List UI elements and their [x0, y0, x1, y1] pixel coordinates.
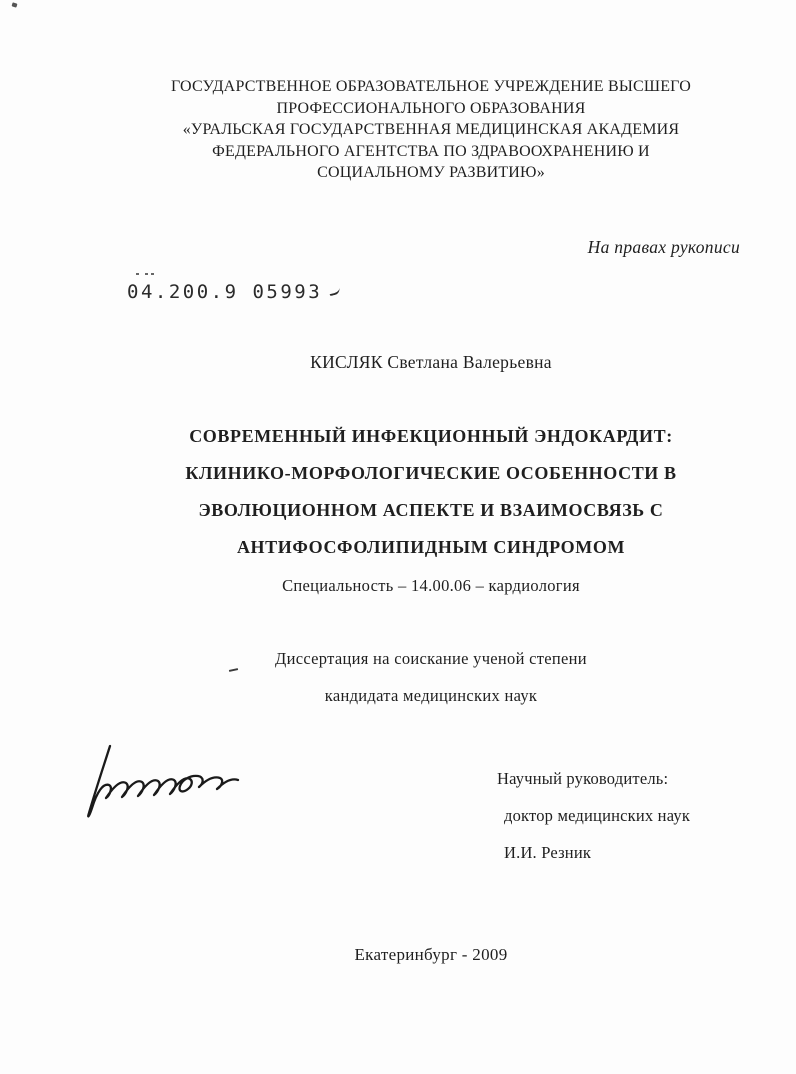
org-line: ГОСУДАРСТВЕННОЕ ОБРАЗОВАТЕЛЬНОЕ УЧРЕЖДЕНИЕ ВЫСШЕГО [171, 78, 691, 95]
title-line: СОВРЕМЕННЫЙ ИНФЕКЦИОННЫЙ ЭНДОКАРДИТ: [189, 426, 673, 446]
title-line: ЭВОЛЮЦИОННОМ АСПЕКТЕ И ВЗАИМОСВЯЗЬ С [198, 500, 664, 520]
advisor-name: И.И. Резник [504, 843, 592, 862]
city-year-line: Екатеринбург - 2009 [354, 945, 508, 964]
degree-line: кандидата медицинских наук [324, 686, 538, 705]
advisor-label: Научный руководитель: [497, 769, 669, 788]
advisor-block [497, 760, 690, 871]
stamp-tick-mark [328, 287, 340, 296]
author-name: КИСЛЯК Светлана Валерьевна [310, 352, 552, 372]
manuscript-rights-note: На правах рукописи [587, 237, 740, 257]
accession-number: 04.200.9 05993 [127, 281, 323, 303]
org-line: ПРОФЕССИОНАЛЬНОГО ОБРАЗОВАНИЯ [276, 99, 586, 117]
degree-statement [74, 640, 788, 714]
org-line: «УРАЛЬСКАЯ ГОСУДАРСТВЕННАЯ МЕДИЦИНСКАЯ АКАДЕМИЯ [182, 121, 680, 139]
advisor-degree: доктор медицинских наук [504, 806, 691, 825]
accession-number-stamp [127, 281, 340, 303]
stamp-dots-artifact [136, 273, 139, 275]
degree-line: Диссертация на соискание ученой степени [275, 649, 587, 668]
title-line: АНТИФОСФОЛИПИДНЫМ СИНДРОМОМ [236, 537, 626, 557]
org-line: ФЕДЕРАЛЬНОГО АГЕНТСТВА ПО ЗДРАВООХРАНЕНИЮ И [212, 142, 650, 160]
org-line: СОЦИАЛЬНОМУ РАЗВИТИЮ» [317, 164, 545, 182]
handwritten-signature [70, 740, 270, 832]
dissertation-title [74, 418, 788, 566]
title-line: КЛИНИКО-МОРФОЛОГИЧЕСКИЕ ОСОБЕННОСТИ В [185, 463, 677, 483]
scan-speck-artifact [12, 2, 18, 7]
organization-header [74, 76, 788, 184]
specialty-line: Специальность – 14.00.06 – кардиология [282, 576, 580, 595]
